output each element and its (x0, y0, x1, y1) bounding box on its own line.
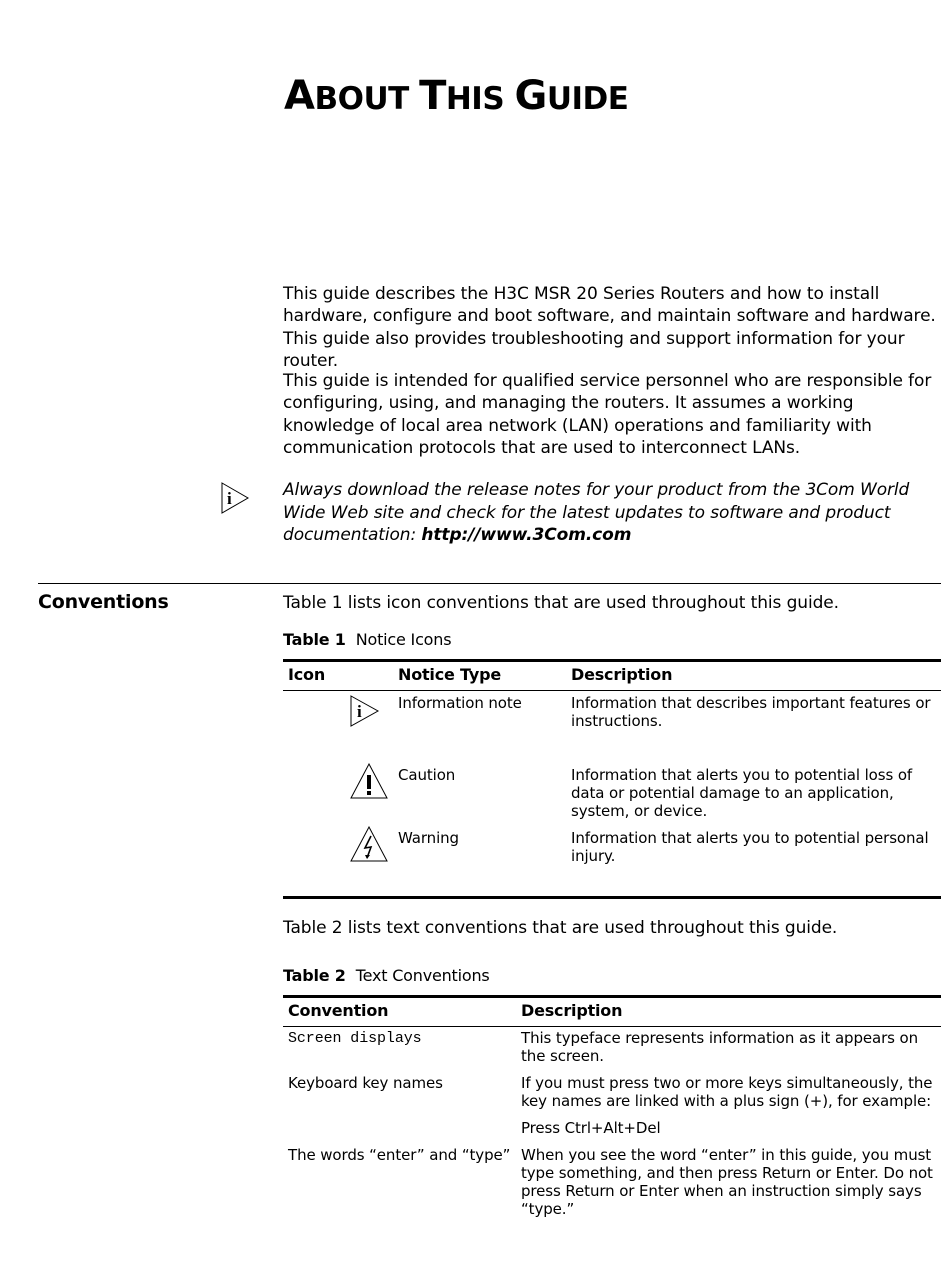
title-part: A (284, 73, 315, 119)
table1-row-type: Information note (398, 694, 522, 712)
warning-icon (350, 826, 390, 866)
intro-paragraph-1: This guide describes the H3C MSR 20 Series Routers and how to install hardware, configure and boot software, and maintain software and hardware. This guide also provides troubleshooting and support information for your router. (283, 284, 936, 371)
table2-row-description: If you must press two or more keys simultaneously, the key names are linked with a plus sign (+), for example: (521, 1074, 933, 1110)
table1-header-icon: Icon (288, 665, 326, 684)
table2-row-convention: The words “enter” and “type” (288, 1146, 511, 1164)
table2-row-convention: Screen displays (288, 1030, 422, 1047)
table1-header-type: Notice Type (398, 665, 501, 684)
website-link[interactable]: http://www.3Com.com (421, 525, 632, 545)
caution-icon (350, 763, 390, 803)
section-heading-conventions: Conventions (38, 591, 169, 613)
table1-intro: Table 1 lists icon conventions that are used throughout this guide. (283, 593, 839, 613)
table1-header-description: Description (571, 665, 673, 684)
table1-caption (283, 629, 451, 651)
page-title (284, 72, 628, 123)
table2-caption (283, 965, 490, 987)
table1-row-type: Caution (398, 766, 456, 784)
table1-bottom-rule (283, 896, 941, 899)
title-part: UIDE (546, 81, 629, 117)
table2-header-description: Description (521, 1001, 623, 1020)
table1-top-rule (283, 659, 941, 662)
table2-intro: Table 2 lists text conventions that are used throughout this guide. (283, 918, 838, 938)
information-note-icon (221, 482, 249, 518)
table1-label: Table 1 (283, 630, 346, 649)
note-text (283, 479, 945, 547)
title-part: BOUT (314, 81, 420, 117)
table2-row-example: Press Ctrl+Alt+Del (521, 1119, 661, 1137)
table1-row-description: Information that alerts you to potential personal injury. (571, 829, 929, 865)
intro-paragraph-2: This guide is intended for qualified service personnel who are responsible for configuring, using, and managing the routers. It assumes a working knowledge of local area network (LAN) operations and familiarity with communication protocols that are used to interconnect LANs. (283, 371, 932, 458)
title-part: HIS (445, 81, 515, 117)
svg-text:i: i (357, 702, 362, 721)
svg-text:i: i (227, 489, 232, 508)
table1-row-type: Warning (398, 829, 459, 847)
table2-label: Table 2 (283, 966, 346, 985)
table2-caption-text: Text Conventions (355, 966, 490, 985)
table1-row-description: Information that alerts you to potential loss of data or potential damage to an application, system, or device. (571, 766, 913, 820)
table2-row-description: When you see the word “enter” in this guide, you must type something, and then press Return or Enter. Do not press Return or Enter when an instruction simply says “type.” (521, 1146, 933, 1218)
table2-header-rule (283, 1026, 941, 1027)
table2-top-rule (283, 995, 941, 998)
title-part: G (514, 73, 547, 119)
table1-header-rule (283, 690, 941, 691)
table1-row-description: Information that describes important features or instructions. (571, 694, 931, 730)
table1-caption-text: Notice Icons (355, 630, 452, 649)
title-part: T (419, 73, 446, 119)
table2-header-convention: Convention (288, 1001, 389, 1020)
table2-row-convention: Keyboard key names (288, 1074, 443, 1092)
note-body: Always download the release notes for your product from the 3Com World Wide Web site and check for the latest updates to software and product documentation: (283, 480, 910, 545)
table2-row-description: This typeface represents information as it appears on the screen. (521, 1029, 919, 1065)
section-divider (38, 583, 941, 584)
information-note-icon (350, 695, 390, 735)
